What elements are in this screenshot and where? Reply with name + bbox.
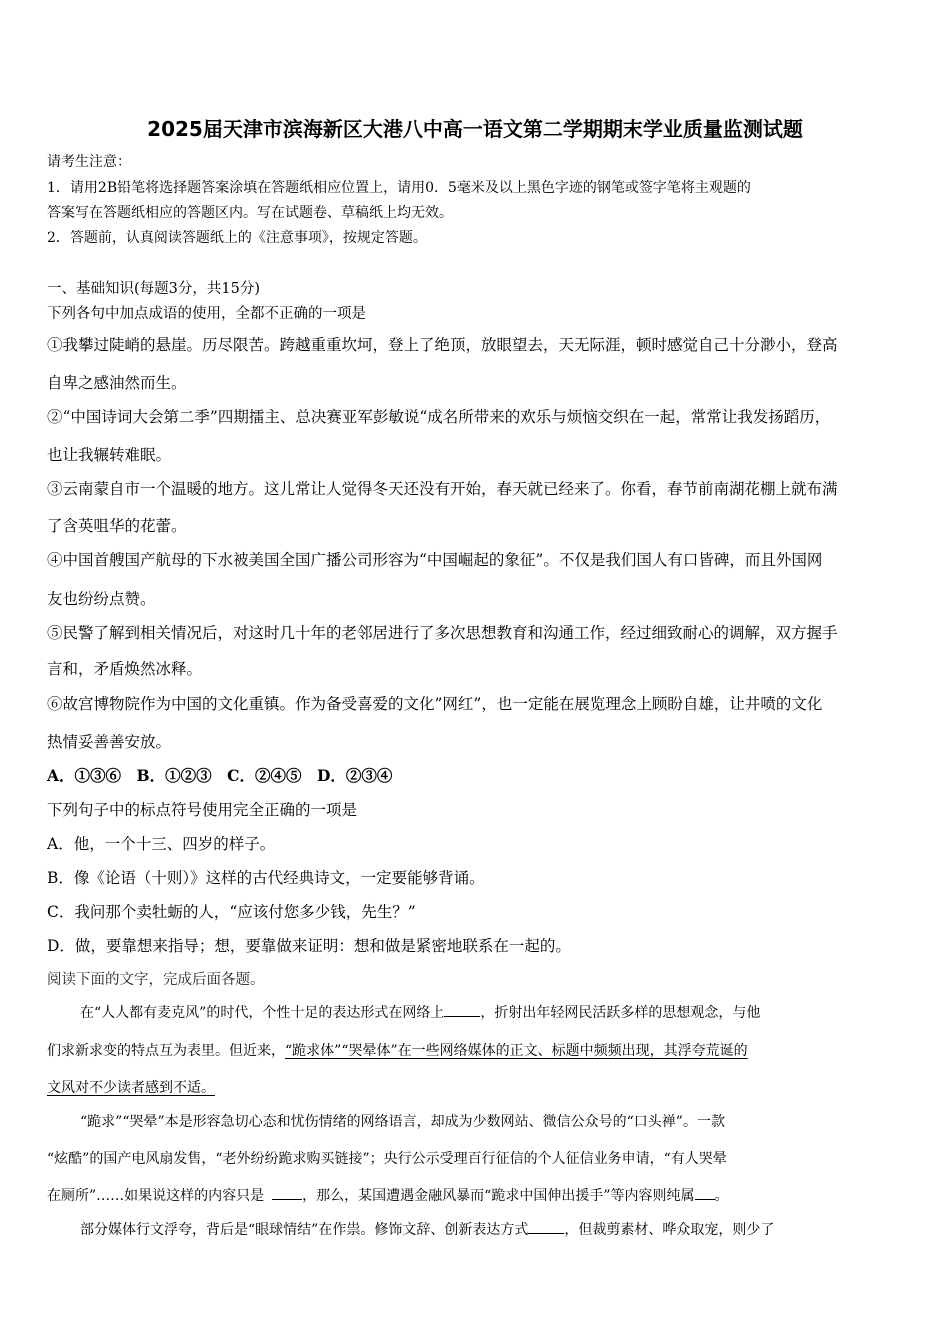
passage-text: ，折射出年轻网民活跃多样的思想观念，与他 <box>480 1005 761 1021</box>
sentence-3-line-2: 了含英咀华的花蕾。 <box>47 517 187 535</box>
sentence-4-line-2: 友也纷纷点赞。 <box>47 590 156 608</box>
passage-text: 部分媒体行文浮夸，背后是“眼球情结”在作祟。修饰文辞、创新表达方式 <box>80 1222 529 1238</box>
question-1-options: A．①③⑥ B．①②③ C．②④⑤ D．②③④ <box>47 766 393 785</box>
answer-blank-1 <box>444 1002 480 1017</box>
sentence-4-line-1: ④中国首艘国产航母的下水被美国全国广播公司形容为“中国崛起的象征”。不仅是我们国人有口皆碑，而且外国网 <box>47 551 823 569</box>
reading-intro: 阅读下面的文字，完成后面各题。 <box>47 972 265 988</box>
passage-p1-line-1 <box>80 1002 760 1022</box>
sentence-6-line-2: 热情妥善善安放。 <box>47 733 172 751</box>
sentence-1-line-2: 自卑之感油然而生。 <box>47 374 187 392</box>
notice-heading: 请考生注意： <box>47 154 131 170</box>
passage-p3-line-1 <box>80 1219 774 1239</box>
answer-blank-4 <box>528 1219 564 1234</box>
answer-blank-3 <box>695 1185 715 1200</box>
passage-p1-line-3 <box>47 1077 215 1097</box>
sentence-5-line-2: 言和，矛盾焕然冰释。 <box>47 660 203 678</box>
underlined-sentence-end: 文风对不少读者感到不适。 <box>47 1080 215 1096</box>
question-2-option-c: C．我问那个卖牡蛎的人，“应该付您多少钱，先生？” <box>47 903 416 921</box>
question-2-option-d: D．做，要靠想来指导；想，要靠做来证明：想和做是紧密地联系在一起的。 <box>47 937 571 955</box>
question-2-option-b: B．像《论语（十则）》这样的古代经典诗文，一定要能够背诵。 <box>47 869 485 887</box>
sentence-1-line-1: ①我攀过陡峭的悬崖。历尽限苦。跨越重重坎坷，登上了绝顶，放眼望去，天无际涯，顿时感觉自己十分渺小，登高 <box>47 336 838 354</box>
passage-text: 在厕所”……如果说这样的内容只是 <box>47 1188 265 1204</box>
sentence-6-line-1: ⑥故宫博物院作为中国的文化重镇。作为备受喜爱的文化”网红”，也一定能在展览理念上顾盼自雄，让井喷的文化 <box>47 695 823 713</box>
question-2-option-a: A．他，一个十三、四岁的样子。 <box>47 835 276 853</box>
passage-text: ，但裁剪素材、哗众取宠，则少了 <box>564 1222 775 1238</box>
passage-text: 。 <box>714 1188 729 1204</box>
notice-line-2: 答案写在答题纸相应的答题区内。写在试题卷、草稿纸上均无效。 <box>47 205 453 221</box>
sentence-5-line-1: ⑤民警了解到相关情况后，对这时几十年的老邻居进行了多次思想教育和沟通工作，经过细致耐心的调解，双方握手 <box>47 624 838 642</box>
section-heading: 一、基础知识(每题3分，共15分) <box>47 281 260 297</box>
notice-line-1: 1．请用2B铅笔将选择题答案涂填在答题纸相应位置上，请用0．5毫米及以上黑色字迹的钢笔或签字笔将主观题的 <box>47 180 751 196</box>
answer-blank-2 <box>272 1185 302 1200</box>
sentence-3-line-1: ③云南蒙自市一个温暖的地方。这儿常让人觉得冬天还没有开始，春天就已经来了。你看，春节前南湖花棚上就布满 <box>47 480 838 498</box>
notice-line-3: 2．答题前，认真阅读答题纸上的《注意事项》，按规定答题。 <box>47 230 427 246</box>
sentence-2-line-1: ②“中国诗词大会第二季”四期擂主、总决赛亚军彭敏说“成名所带来的欢乐与烦恼交织在一起，常常让我发扬蹈历， <box>47 408 831 426</box>
sentence-2-line-2: 也让我辗转难眠。 <box>47 446 172 464</box>
passage-p2-line-1: “跪求”“哭晕”本是形容急切心态和忧伤情绪的网络语言，却成为少数网站、微信公众号的“口头禅”。一款 <box>80 1114 725 1130</box>
underlined-sentence: “跪求体”“哭晕体”在一些网络媒体的正文、标题中频频出现，其浮夸荒诞的 <box>285 1043 748 1059</box>
passage-text: ，那么，某国遭遇金融风暴而“跪求中国伸出援手”等内容则纯属 <box>302 1188 695 1204</box>
passage-p2-line-3 <box>47 1185 729 1205</box>
passage-text: 在“人人都有麦克风”的时代，个性十足的表达形式在网络上 <box>80 1005 445 1021</box>
passage-p2-line-2: “炫酷”的国产电风扇发售，“老外纷纷跪求购买链接”；央行公示受理百行征信的个人征信业务申请，“有人哭晕 <box>47 1151 727 1167</box>
page-title: 2025届天津市滨海新区大港八中高一语文第二学期期末学业质量监测试题 <box>147 117 803 141</box>
passage-p1-line-2 <box>47 1040 748 1060</box>
passage-text: 们求新求变的特点互为表里。但近来， <box>47 1043 285 1059</box>
question-1-stem: 下列各句中加点成语的使用，全都不正确的一项是 <box>47 306 366 322</box>
question-2-stem: 下列句子中的标点符号使用完全正确的一项是 <box>47 801 358 819</box>
